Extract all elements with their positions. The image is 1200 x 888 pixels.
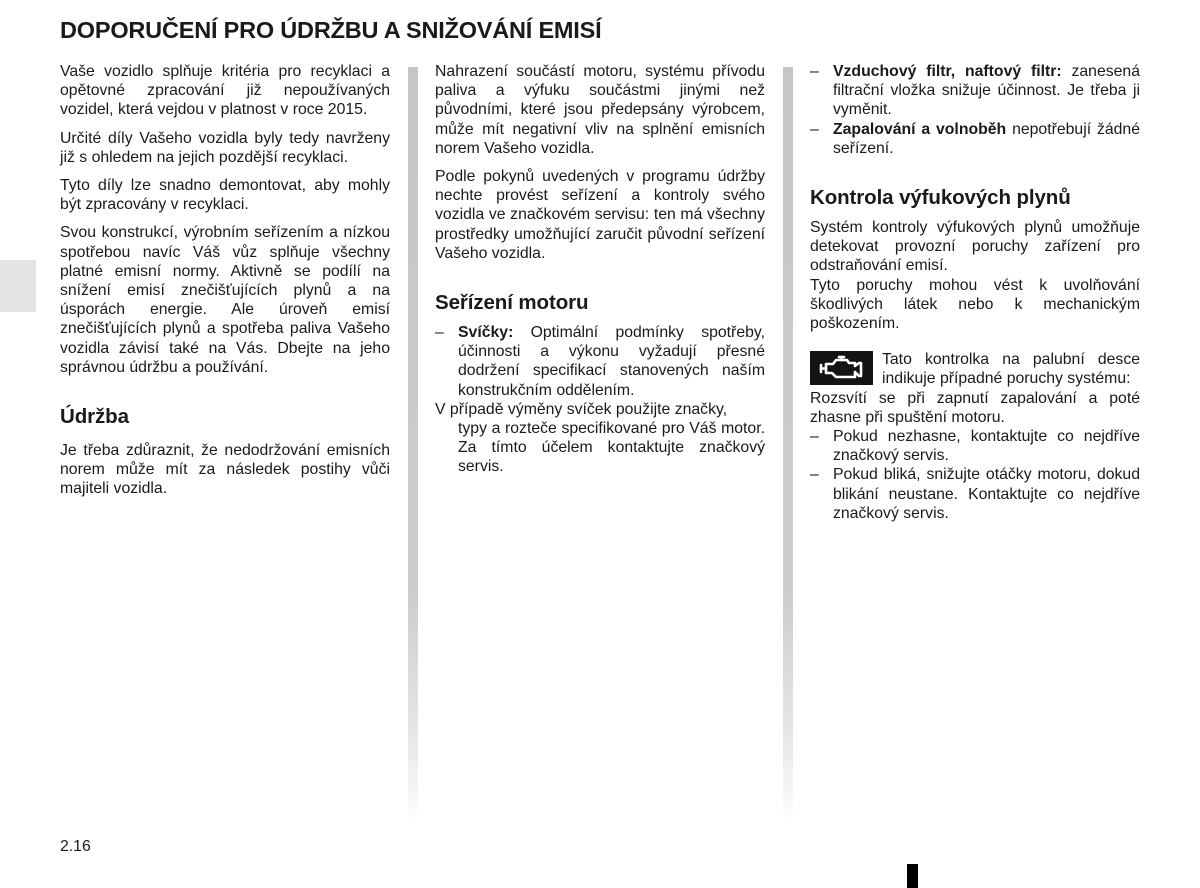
paragraph: Podle pokynů uvedených v programu údržby nechte provést seřízení a kontroly svého vozidla ve značkovém servisu: ten má všechny prostředky umožňující zaručit původní seřízení Vašeho vozidla. [435, 168, 765, 262]
list-item-ignition [810, 120, 1140, 158]
dash-marker: – [435, 324, 444, 342]
paragraph: Vaše vozidlo splňuje kritéria pro recyklaci a opětovné zpracování již nepoužívaných vozidel, která vejdou v platnost v roce 2015. [60, 63, 390, 119]
paragraph: Určité díly Vašeho vozidla byly tedy navrženy již s ohledem na jejich pozdější recyklaci. [60, 129, 390, 166]
list-item-spark-plugs [435, 323, 765, 400]
crop-mark [907, 864, 918, 888]
column-right [810, 62, 1140, 523]
item-text: zanesená filtrační vložka snižuje účinnost. Je třeba ji vyměnit. [833, 63, 1140, 119]
dash-marker: – [810, 63, 819, 80]
dash-marker: – [810, 428, 819, 446]
paragraph: Tyto poruchy mohou vést k uvolňování škodlivých látek nebo k mechanickým poškozením. [810, 276, 1140, 333]
list-item [810, 427, 1140, 465]
list-item-filters [810, 62, 1140, 120]
item-text: Optimální podmínky spotřeby, účinnosti a výkonu vyžadují přesné dodržení specifikací stanovených naším konstrukčním oddělením. [458, 324, 766, 399]
section-heading-exhaust-control: Kontrola výfukových plynů [810, 186, 1071, 210]
page-title: DOPORUČENÍ PRO ÚDRŽBU A SNIŽOVÁNÍ EMISÍ [60, 17, 602, 43]
dash-marker: – [810, 120, 819, 138]
dash-marker: – [810, 466, 819, 484]
column-divider [408, 67, 418, 822]
section-tab-marker [0, 260, 36, 312]
column-divider [783, 67, 793, 822]
warning-light-note [810, 350, 1140, 388]
item-text: Pokud bliká, snižujte otáčky motoru, dokud blikání neustane. Kontaktujte co nejdříve značkový servis. [833, 466, 1140, 522]
warning-light-text: Tato kontrolka na palubní desce indikuje případné poruchy systému: [882, 351, 1140, 388]
engine-warning-icon [810, 351, 873, 385]
paragraph: Je třeba zdůraznit, že nedodržování emisních norem může mít za následek postihy vůči majiteli vozidla. [60, 442, 390, 498]
item-text: nepotřebují žádné seřízení. [833, 120, 1140, 157]
section-heading-engine-adjustment: Seřízení motoru [435, 291, 589, 315]
item-label: Vzduchový filtr, naftový filtr: [833, 63, 1062, 80]
column-left [60, 62, 390, 508]
column-middle [435, 62, 765, 477]
page-number: 2.16 [60, 838, 91, 855]
paragraph-replace-continued: typy a rozteče specifikované pro Váš motor. Za tímto účelem kontaktujte značkový servis. [458, 420, 765, 476]
item-text: Pokud nezhasne, kontaktujte co nejdříve značkový servis. [833, 428, 1140, 465]
paragraph: Svou konstrukcí, výrobním seřízením a nízkou spotřebou navíc Váš vůz splňuje všechny platné emisní normy. Aktivně se podílí na snížení emisí znečišťujících plynů a na úsporách energie. Ale úroveň emisí znečišťujících plynů a spotřeba paliva Vašeho vozidla závisí také na Vás. Dbejte na jeho správnou údržbu a používání. [60, 224, 390, 376]
paragraph: Systém kontroly výfukových plynů umožňuje detekovat provozní poruchy zařízení pro odstraňování emisí. [810, 219, 1140, 275]
paragraph: Tyto díly lze snadno demontovat, aby mohly být zpracovány v recyklaci. [60, 177, 390, 214]
item-label: Svíčky: [458, 324, 514, 342]
item-label: Zapalování a volnoběh [833, 120, 1007, 138]
list-item [810, 465, 1140, 523]
section-heading-maintenance: Údržba [60, 405, 129, 429]
paragraph: Rozsvítí se při zapnutí zapalování a poté zhasne při spuštění motoru. [810, 389, 1140, 426]
paragraph: Nahrazení součástí motoru, systému přívodu paliva a výfuku součástmi jinými než původními, které jsou předepsány výrobcem, může mít negativní vliv na splnění emisních norem Vašeho vozidla. [435, 63, 765, 157]
paragraph-replace-first-line: V případě výměny svíček použijte značky, [435, 400, 728, 418]
